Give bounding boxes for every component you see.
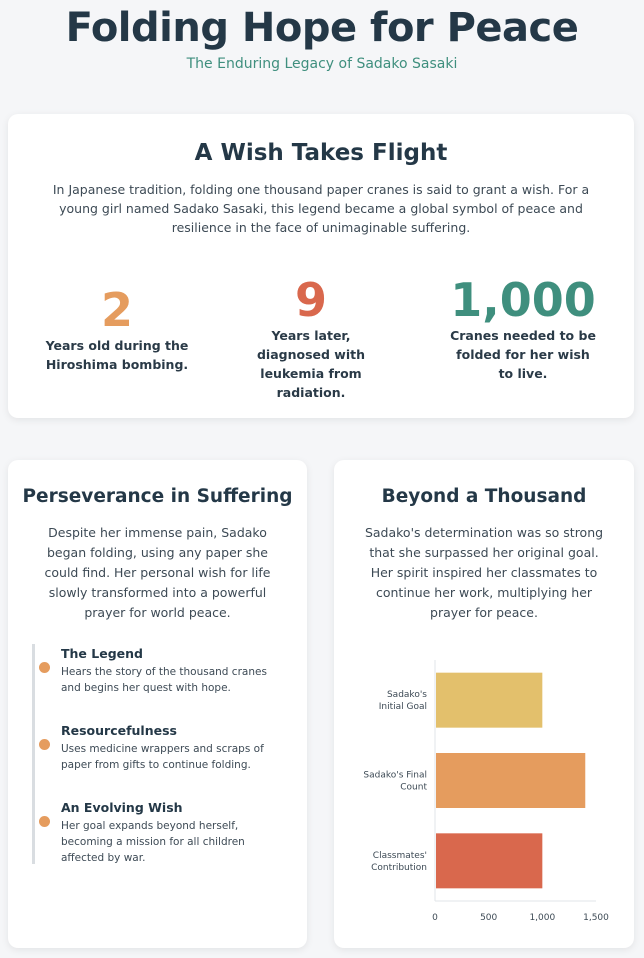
stat-value: 2 — [100, 283, 133, 337]
stat-value: 9 — [294, 273, 327, 327]
x-tick-label: 0 — [432, 913, 438, 923]
category-label: Sadako's Final Count — [363, 770, 427, 793]
timeline-item-text: Hears the story of the thousand cranes and begins her quest with hope. — [61, 666, 267, 694]
beyond-card — [334, 460, 634, 948]
timeline-item-title: The Legend — [61, 646, 143, 661]
wish-card-intro: In Japanese tradition, folding one thousand paper cranes is said to grant a wish. For a young girl named Sadako Sasaki, this legend became a global symbol of peace and resilience in the face of unimaginable suffering. — [52, 182, 590, 235]
page-subtitle: The Enduring Legacy of Sadako Sasaki — [186, 56, 458, 72]
wish-card-title: A Wish Takes Flight — [194, 140, 448, 166]
stat-desc: Years later, diagnosed with leukemia from radiation. — [256, 328, 366, 400]
category-label: Sadako's Initial Goal — [378, 690, 427, 713]
category-label: Classmates' Contribution — [371, 850, 427, 873]
x-tick-label: 1,000 — [529, 913, 556, 923]
beyond-card-title: Beyond a Thousand — [381, 486, 587, 507]
timeline-item-title: An Evolving Wish — [61, 800, 183, 815]
stat-value: 1,000 — [450, 273, 596, 327]
timeline — [32, 644, 290, 864]
page-header — [0, 0, 644, 72]
beyond-card-text: Sadako's determination was so strong that she surpassed her original goal. Her spirit inspired her classmates to continue her work, multiplying her prayer for peace. — [364, 525, 604, 620]
stats-row — [8, 273, 634, 409]
timeline-item-text: Uses medicine wrappers and scraps of paper from gifts to continue folding. — [61, 743, 264, 771]
stat-desc: Cranes needed to be folded for her wish to live. — [450, 328, 596, 381]
perseverance-card — [8, 460, 307, 948]
bar — [436, 753, 585, 808]
timeline-item-title: Resourcefulness — [61, 723, 177, 738]
perseverance-card-title: Perseverance in Suffering — [22, 486, 293, 507]
bar — [436, 673, 542, 728]
x-tick-label: 1,500 — [583, 913, 609, 923]
crane-chart — [334, 660, 634, 930]
stat-desc: Years old during the Hiroshima bombing. — [45, 338, 189, 372]
perseverance-card-text: Despite her immense pain, Sadako began folding, using any paper she could find. Her personal wish for life slowly transformed into a powerful prayer for world peace. — [44, 525, 271, 620]
stat-age — [42, 284, 192, 374]
timeline-dot — [39, 662, 50, 673]
stat-diagnosis — [236, 274, 386, 402]
timeline-dot — [39, 739, 50, 750]
timeline-dot — [39, 816, 50, 827]
timeline-item-text: Her goal expands beyond herself, becoming a mission for all children affected by war. — [61, 820, 245, 864]
bar — [436, 833, 542, 888]
page-title: Folding Hope for Peace — [65, 5, 579, 51]
stat-cranes — [448, 274, 598, 383]
x-tick-label: 500 — [480, 913, 498, 923]
wish-card — [8, 114, 634, 418]
